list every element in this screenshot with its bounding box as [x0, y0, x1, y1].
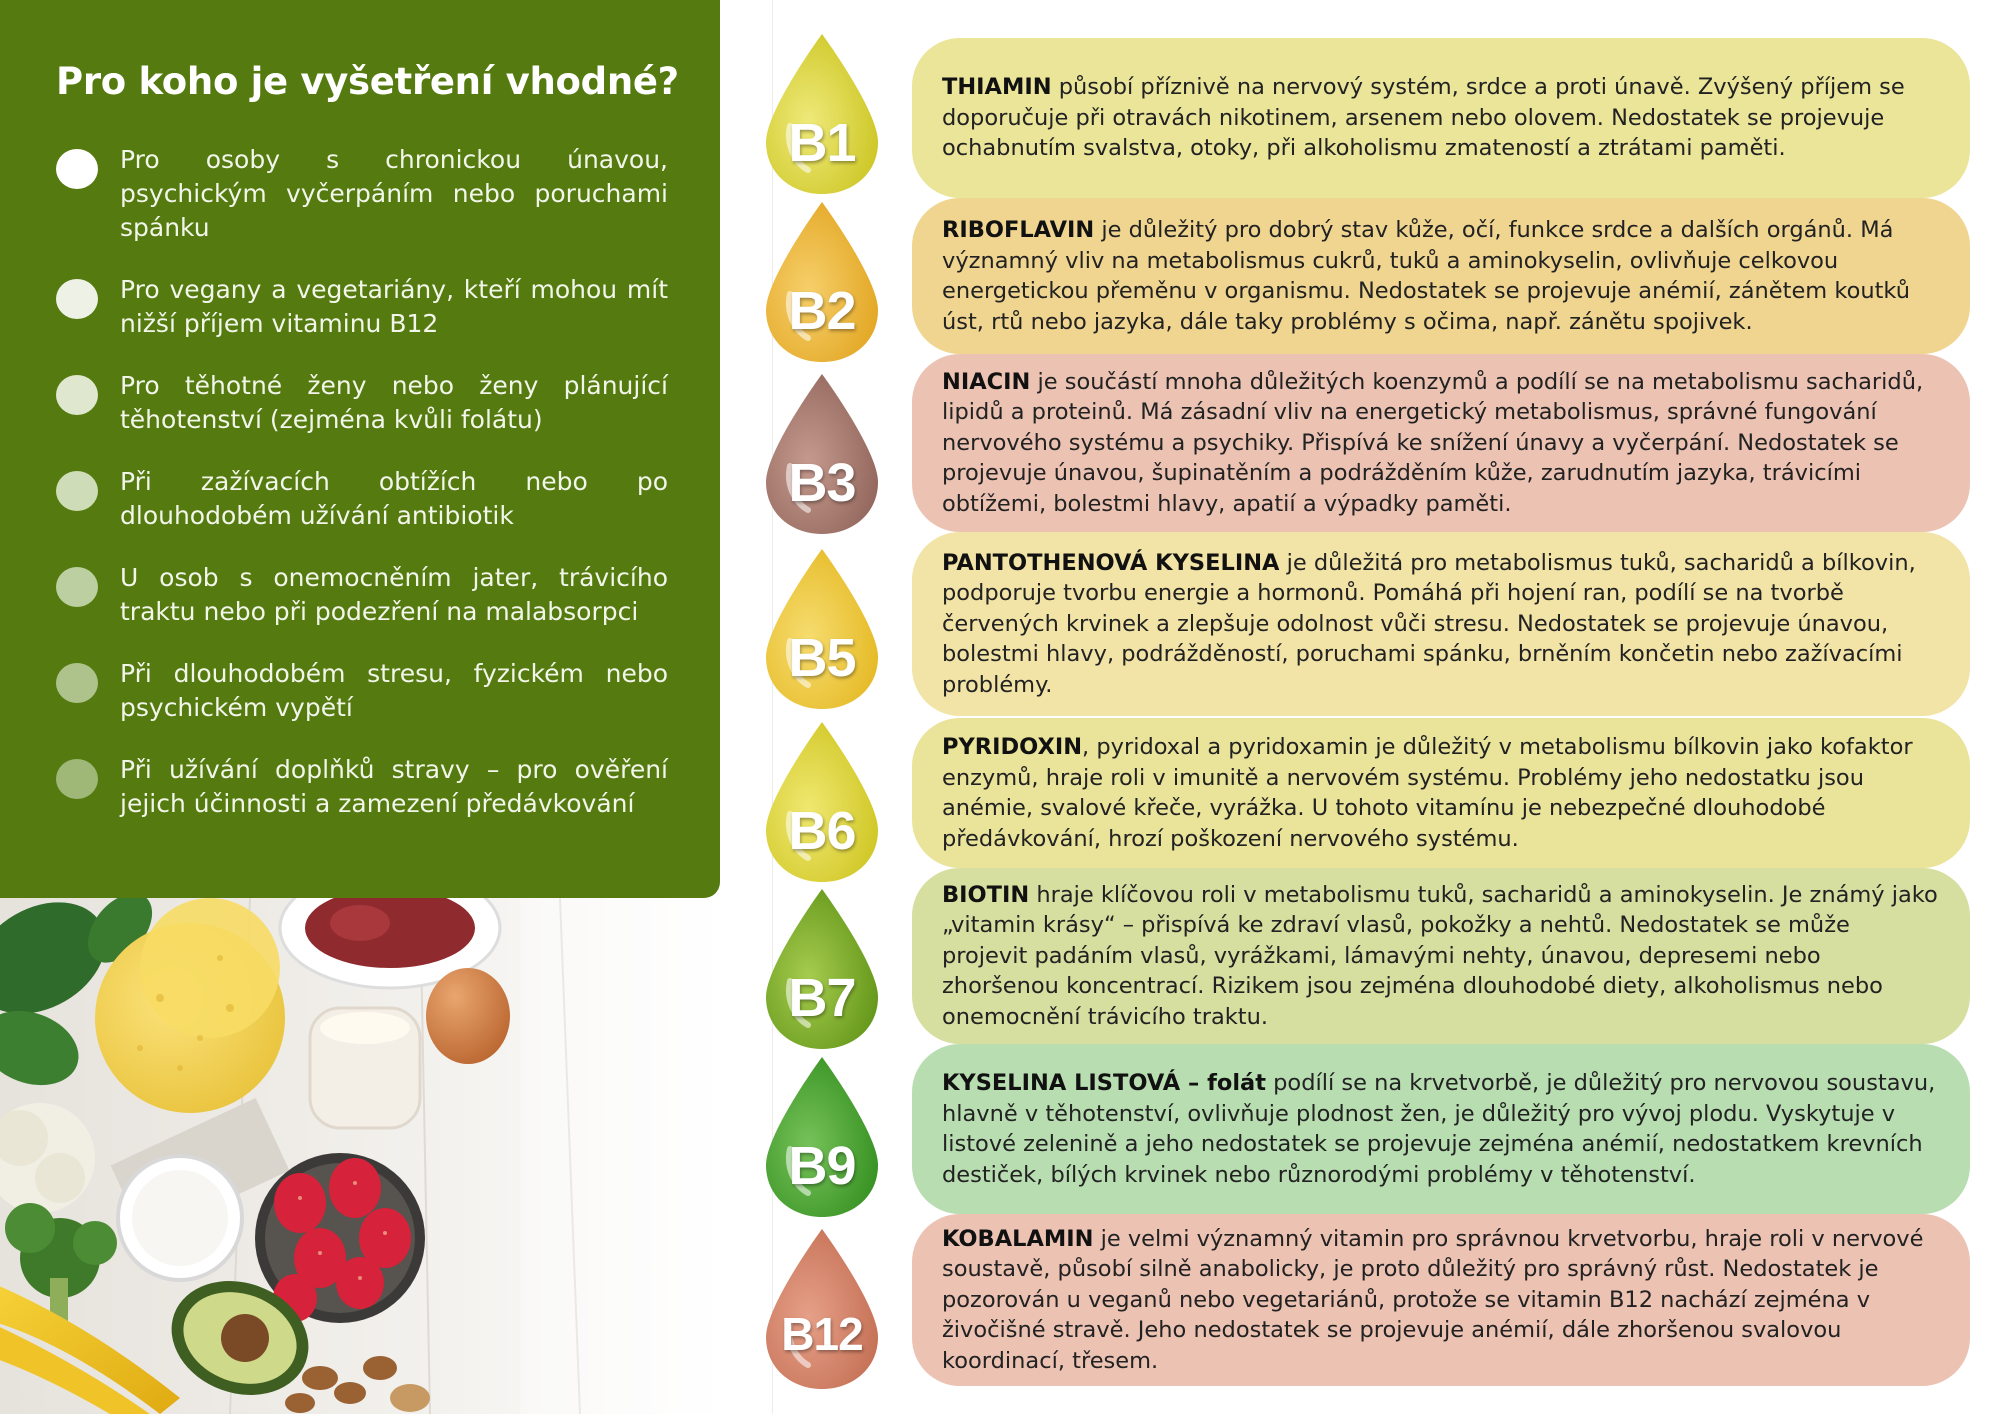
vitamin-label: B7 — [788, 968, 856, 1028]
vitamin-description — [942, 548, 1940, 701]
vitamin-text: , pyridoxal a pyridoxamin je důležitý v metabolismu bílkovin jako kofaktor enzymů, hraje roli v imunitě a nervovém systému. Problémy jeho nedostatku jsou anémie, svalové křeče, vyrážka. U tohoto vitamínu je nebezpečné dlouhodobé předávkování, hrozí poškození nervového systému. — [942, 734, 1913, 852]
vitamin-drop-icon — [760, 198, 884, 366]
vitamin-description — [942, 1224, 1940, 1377]
bullet-dot — [56, 149, 98, 189]
list-item — [56, 753, 668, 821]
vitamin-text: je důležitý pro dobrý stav kůže, očí, funkce srdce a dalších orgánů. Má významný vliv na metabolismus cukrů, tuků a aminokyselin, ovlivňuje celkovou energetickou přeměnu v organismu. Nedostatek se projevuje anémií, zánětem koutků úst, rtů nebo jazyka, dále taky problémy s očima, např. zánětu spojivek. — [942, 217, 1911, 335]
list-item-text: Při zažívacích obtížích nebo po dlouhodobém užívání antibiotik — [120, 467, 668, 530]
list-item — [56, 561, 668, 629]
list-item-text: Pro těhotné ženy nebo ženy plánující těhotenství (zejména kvůli folátu) — [120, 371, 668, 434]
vitamin-drop-icon — [760, 885, 884, 1053]
vitamin-description — [942, 1068, 1940, 1190]
list-item — [56, 143, 668, 245]
vitamin-label: B1 — [788, 113, 856, 173]
vitamin-text: je důležitá pro metabolismus tuků, sacharidů a bílkovin, podporuje tvorbu energie a hormonů. Pomáhá při hojení ran, podílí se na tvorbě červených krvinek a zlepšuje odolnost vůči stresu. Nedostatek se projevuje únavou, bolestmi hlavy, podrážděností, poruchami spánku, brněním končetin nebo zažívacími problémy. — [942, 549, 1916, 698]
vitamin-text: hraje klíčovou roli v metabolismu tuků, sacharidů a aminokyselin. Je známý jako „vitamin krásy“ – přispívá ke zdraví vlasů, pokožky a nehtů. Nedostatek se může projevit padáním vlasů, vyrážkami, lámavými nehty, únavou, depresemi nebo zhoršenou koncentrací. Rizikem jsou zejména dlouhodobé diety, alkoholismus nebo onemocnění trávicího traktu. — [942, 881, 1938, 1030]
bullet-dot — [56, 663, 98, 703]
vitamin-description — [942, 215, 1940, 337]
bullet-dot — [56, 471, 98, 511]
bullet-dot — [56, 279, 98, 319]
vitamin-description — [942, 732, 1940, 854]
vitamin-name: BIOTIN — [942, 881, 1030, 908]
vitamin-name: PYRIDOXIN — [942, 734, 1083, 760]
list-item-text: Pro osoby s chronickou únavou, psychickým vyčerpáním nebo poruchami spánku — [120, 145, 668, 242]
vitamin-drop-icon — [760, 1053, 884, 1221]
vitamin-description — [942, 367, 1940, 520]
vitamin-card-b3 — [912, 354, 1970, 532]
panel-title: Pro koho je vyšetření vhodné? — [56, 60, 679, 103]
vitamin-card-b6 — [912, 718, 1970, 868]
vitamin-name: NIACIN — [942, 368, 1031, 395]
vitamin-label: B9 — [788, 1136, 856, 1196]
vitamin-name: THIAMIN — [942, 74, 1052, 101]
target-group-panel — [0, 0, 720, 898]
vitamin-drop-icon — [760, 545, 884, 713]
target-group-list — [56, 143, 668, 821]
food-photo — [0, 898, 720, 1414]
vitamin-drop-icon — [760, 370, 884, 538]
vitamin-description — [942, 880, 1940, 1033]
list-item — [56, 273, 668, 341]
vitamin-label: B2 — [788, 281, 856, 341]
vitamin-card-b1 — [912, 38, 1970, 198]
list-item — [56, 657, 668, 725]
list-item-text: Při dlouhodobém stresu, fyzickém nebo psychickém vypětí — [120, 659, 668, 722]
bullet-dot — [56, 375, 98, 415]
vitamin-card-b9 — [912, 1044, 1970, 1214]
vitamin-text: podílí se na krvetvorbě, je důležitý pro nervovou soustavu, hlavně v těhotenství, ovlivňuje plodnost žen, je důležitý pro vývoj plodu. Vyskytuje v listové zelenině a jeho nedostatek se projevuje zejména anémií, nedostatkem krevních destiček, bílých krvinek nebo různorodými problémy v těhotenství. — [942, 1070, 1936, 1188]
vitamin-label: B3 — [788, 453, 856, 513]
vitamin-label: B12 — [781, 1308, 863, 1360]
vitamin-card-b7 — [912, 868, 1970, 1044]
vitamin-description — [942, 72, 1940, 164]
list-item — [56, 369, 668, 437]
vitamin-name: RIBOFLAVIN — [942, 217, 1095, 243]
vitamin-drop-icon — [760, 30, 884, 198]
vitamin-text: působí příznivě na nervový systém, srdce a proti únavě. Zvýšený příjem se doporučuje při otravách nikotinem, arsenem nebo olovem. Nedostatek se projevuje ochabnutím svalstva, otoky, při alkoholismu zmateností a ztrátami paměti. — [942, 74, 1905, 162]
bullet-dot — [56, 759, 98, 799]
vitamin-name: PANTOTHENOVÁ KYSELINA — [942, 549, 1280, 576]
list-item-text: Při užívání doplňků stravy – pro ověření jejich účinnosti a zamezení předávkování — [120, 755, 668, 818]
vitamin-name: KYSELINA LISTOVÁ – folát — [942, 1070, 1266, 1096]
vitamin-drop-icon — [760, 718, 884, 886]
vitamin-label: B5 — [788, 628, 856, 688]
list-item-text: Pro vegany a vegetariány, kteří mohou mít nižší příjem vitaminu B12 — [120, 275, 668, 338]
vitamin-text: je součástí mnoha důležitých koenzymů a podílí se na metabolismu sacharidů, lipidů a proteinů. Má zásadní vliv na energetický metabolismus, správné fungování nervového systému a psychiky. Přispívá ke snížení únavy a vyčerpání. Nedostatek se projevuje únavou, šupinatěním a podrážděním kůže, zarudnutím jazyka, trávicími obtížemi, bolestmi hlavy, apatií a výpadky paměti. — [942, 368, 1924, 517]
vitamin-name: KOBALAMIN — [942, 1225, 1094, 1252]
vitamin-card-b12 — [912, 1214, 1970, 1386]
vitamin-label: B6 — [788, 801, 856, 861]
vitamin-card-b2 — [912, 198, 1970, 354]
vitamin-card-b5 — [912, 532, 1970, 716]
list-item — [56, 465, 668, 533]
list-item-text: U osob s onemocněním jater, trávicího traktu nebo při podezření na malabsorpci — [120, 563, 668, 626]
vitamin-drop-icon — [760, 1225, 884, 1393]
bullet-dot — [56, 567, 98, 607]
vitamin-text: je velmi významný vitamin pro správnou krvetvorbu, hraje roli v nervové soustavě, působí silně anabolicky, je proto důležitý pro správný růst. Nedostatek je pozorován u veganů nebo vegetariánů, protože se vitamin B12 nachází zejména v živočišné stravě. Jeho nedostatek se projevuje anémií, dále zhoršenou svalovou koordinací, třesem. — [942, 1225, 1924, 1374]
